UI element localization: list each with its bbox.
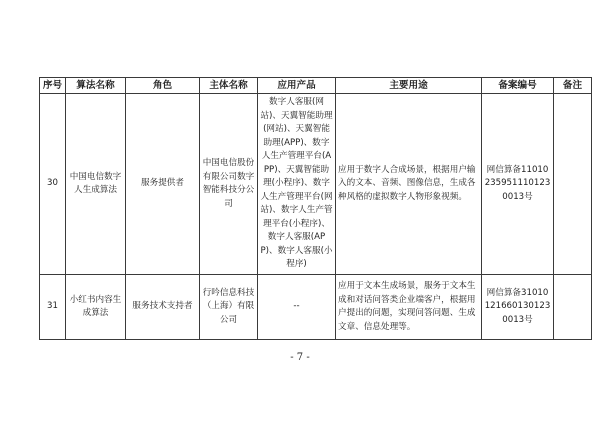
table-row bbox=[40, 94, 592, 275]
row-main-usage: 应用于数字人合成场景，根据用户输入的文本、音频、图像信息，生成各种风格的虚拟数字人物形象视频。 bbox=[336, 94, 482, 275]
page-number: - 7 - bbox=[290, 352, 310, 363]
header-main-usage: 主要用途 bbox=[336, 78, 482, 94]
row-index: 30 bbox=[40, 94, 66, 275]
header-index: 序号 bbox=[40, 78, 66, 94]
row-remark bbox=[554, 275, 592, 340]
row-application-products: -- bbox=[258, 275, 336, 340]
algorithm-filing-table bbox=[39, 77, 592, 340]
row-filing-number: 网信算备310101216601301230013号 bbox=[482, 275, 554, 340]
table-header-row bbox=[40, 78, 592, 94]
header-filing-number: 备案编号 bbox=[482, 78, 554, 94]
table-row bbox=[40, 275, 592, 340]
header-entity-name: 主体名称 bbox=[200, 78, 258, 94]
row-main-usage: 应用于文本生成场景，服务于文本生成和对话问答类企业端客户，根据用户提出的问题，实现问答问题、生成文章、信息处理等。 bbox=[336, 275, 482, 340]
row-remark bbox=[554, 94, 592, 275]
row-algorithm-name: 中国电信数字人生成算法 bbox=[66, 94, 126, 275]
row-entity-name: 中国电信股份有限公司数字智能科技分公司 bbox=[200, 94, 258, 275]
row-index: 31 bbox=[40, 275, 66, 340]
row-algorithm-name: 小红书内容生成算法 bbox=[66, 275, 126, 340]
row-role: 服务提供者 bbox=[126, 94, 200, 275]
row-entity-name: 行吟信息科技（上海）有限公司 bbox=[200, 275, 258, 340]
row-application-products: 数字人客服(网站)、天翼智能助理(网站)、天翼智能助理(APP)、数字人生产管理平台(APP)、天翼智能助理(小程序)、数字人生产管理平台(网站)、数字人生产管理平台(小程序)、数字人客服(APP)、数字人客服(小程序) bbox=[258, 94, 336, 275]
header-role: 角色 bbox=[126, 78, 200, 94]
header-remark: 备注 bbox=[554, 78, 592, 94]
header-algorithm-name: 算法名称 bbox=[66, 78, 126, 94]
row-role: 服务技术支持者 bbox=[126, 275, 200, 340]
row-filing-number: 网信算备110102359511101230013号 bbox=[482, 94, 554, 275]
header-application-product: 应用产品 bbox=[258, 78, 336, 94]
